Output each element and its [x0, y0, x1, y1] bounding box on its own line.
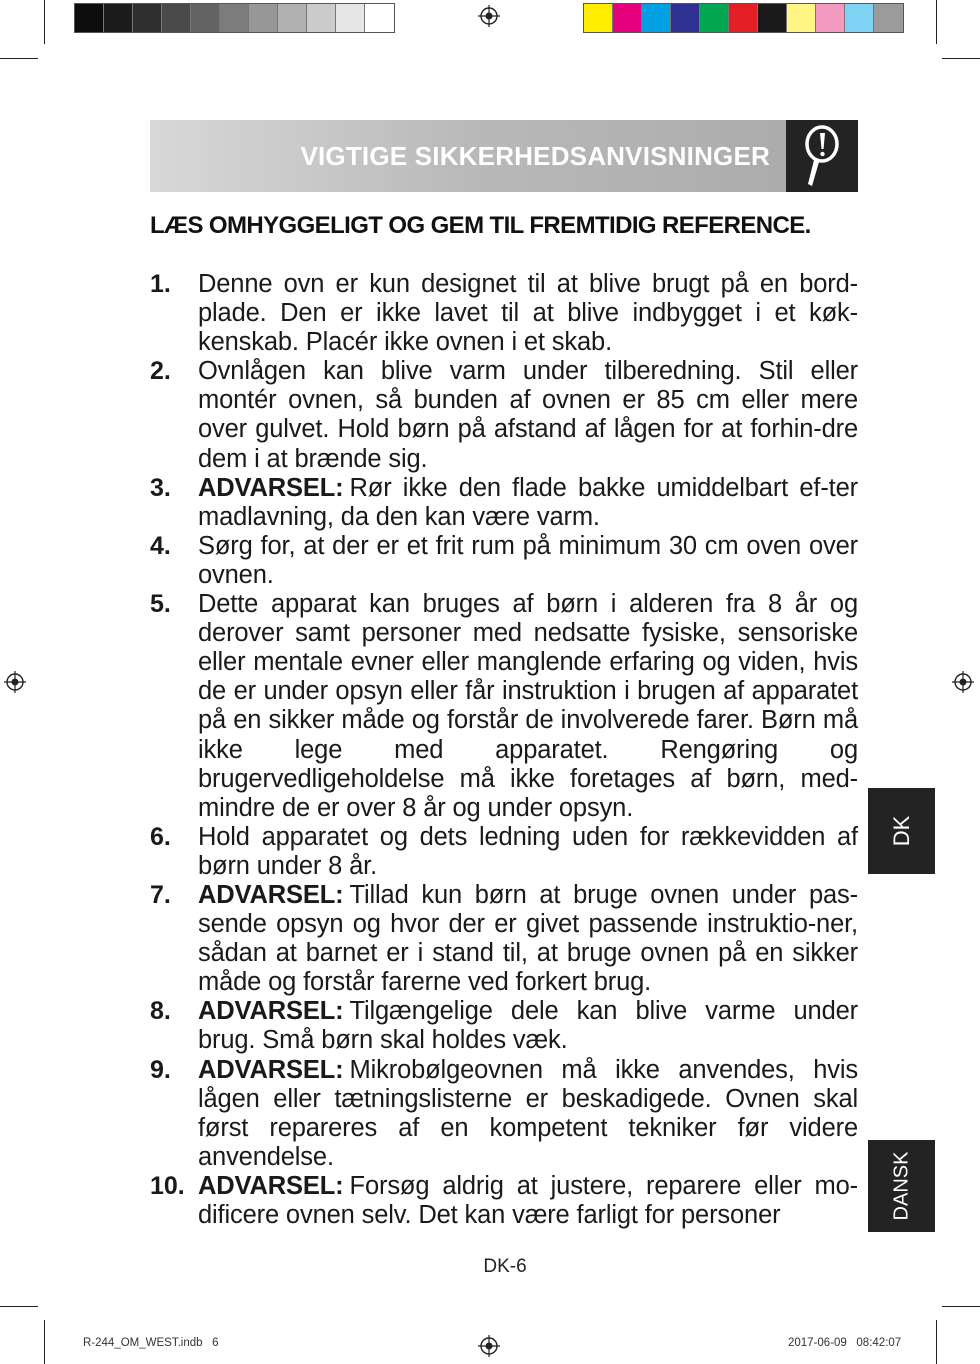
color-swatch	[845, 4, 874, 32]
item-text	[198, 357, 858, 473]
crop-mark	[942, 58, 980, 59]
list-item	[150, 997, 858, 1055]
color-swatch	[278, 4, 307, 32]
crop-mark	[0, 58, 38, 59]
warning-label: ADVARSEL:	[198, 1055, 344, 1084]
item-body: Tilgængelige dele kan blive varme under brug. Små børn skal holdes væk.	[198, 997, 858, 1055]
item-number: 4.	[150, 531, 171, 560]
registration-mark-top-icon	[478, 5, 500, 27]
item-text	[198, 532, 858, 590]
process-color-bar	[583, 3, 904, 33]
item-body: Rør ikke den flade bakke umiddelbart ef-ter madlavning, da den kan være varm.	[198, 473, 858, 531]
color-swatch	[191, 4, 220, 32]
list-item	[150, 1172, 858, 1230]
item-number: 3.	[150, 473, 171, 502]
color-swatch	[75, 4, 104, 32]
item-body: Forsøg aldrig at justere, reparere eller mo-dificere ovnen selv. Det kan være farligt for personer	[198, 1171, 858, 1229]
list-item	[150, 1056, 858, 1172]
item-body: Mikrobølgeovnen må ikke anvendes, hvis lågen eller tætningslisterne er beskadigede. Ovnen skal først repareres af en kompetent tekniker før videre anvendelse.	[198, 1055, 858, 1171]
grayscale-color-bar	[74, 3, 395, 33]
list-item	[150, 881, 858, 997]
item-number: 2.	[150, 357, 171, 386]
item-text	[198, 1056, 858, 1172]
color-swatch	[787, 4, 816, 32]
color-swatch	[249, 4, 278, 32]
color-swatch	[642, 4, 671, 32]
print-timestamp: 2017-06-09 08:42:07	[788, 1337, 902, 1349]
safety-instructions-list	[150, 270, 858, 1230]
warning-exclamation-icon	[800, 124, 844, 188]
item-number: 1.	[150, 270, 171, 298]
color-swatch	[816, 4, 845, 32]
color-swatch	[307, 4, 336, 32]
registration-mark-bottom-icon	[478, 1335, 500, 1357]
item-body: Tillad kun børn at bruge ovnen under pas-sende opsyn og hvor der er givet passende instruktio-ner, sådan at barnet er i stand til, at bruge ovnen på en sikker måde og forstår farerne ved forkert brug.	[198, 880, 858, 997]
language-name-tab	[868, 1140, 935, 1232]
item-text	[198, 270, 858, 357]
item-body: Ovnlågen kan blive varm under tilberedning. Stil eller montér ovnen, så bunden af ovnen er 85 cm eller mere over gulvet. Hold børn på afstand af lågen for at forhin-dre dem i at brænde sig.	[198, 357, 858, 473]
section-header-banner	[150, 120, 858, 192]
color-swatch	[671, 4, 700, 32]
color-swatch	[104, 4, 133, 32]
item-body: Dette apparat kan bruges af børn i alderen fra 8 år og derover samt personer med nedsatte fysiske, sensoriske eller mentale evner eller manglende erfaring og viden, hvis de er under opsyn eller får instruktion i brugen af apparatet på en sikker måde og forstår de involverede farer. Børn må ikke lege med apparatet. Rengøring og brugervedligeholdelse må ikke foretages af børn, med-mindre de er over 8 år og under opsyn.	[198, 590, 858, 822]
language-code-tab	[868, 788, 935, 874]
registration-mark-right-icon	[952, 671, 974, 693]
warning-label: ADVARSEL:	[198, 880, 344, 909]
item-text	[198, 1172, 858, 1230]
list-item	[150, 823, 858, 881]
crop-mark	[44, 1320, 45, 1364]
crop-mark	[936, 1320, 937, 1364]
item-text	[198, 823, 858, 881]
color-swatch	[133, 4, 162, 32]
color-swatch	[729, 4, 758, 32]
color-swatch	[874, 4, 903, 32]
color-swatch	[613, 4, 642, 32]
color-swatch	[365, 4, 394, 32]
item-text	[198, 881, 858, 997]
item-number: 5.	[150, 590, 171, 619]
item-body: Sørg for, at der er et frit rum på minimum 30 cm oven over ovnen.	[198, 531, 858, 589]
item-text	[198, 474, 858, 532]
item-number: 8.	[150, 997, 171, 1026]
item-text	[198, 997, 858, 1055]
color-swatch	[758, 4, 787, 32]
crop-mark	[44, 0, 45, 44]
crop-mark	[936, 0, 937, 44]
item-body: Hold apparatet og dets ledning uden for rækkevidden af børn under 8 år.	[198, 822, 858, 880]
list-item	[150, 270, 858, 357]
color-swatch	[336, 4, 365, 32]
color-swatch	[584, 4, 613, 32]
item-number: 9.	[150, 1055, 171, 1084]
item-body: Denne ovn er kun designet til at blive brugt på en bord-plade. Den er ikke lavet til at blive indbygget i et køk-kenskab. Placér ikke ovnen i et skab.	[198, 270, 858, 357]
language-code-label: DK	[888, 815, 914, 847]
list-item	[150, 532, 858, 590]
list-item	[150, 590, 858, 823]
color-swatch	[220, 4, 249, 32]
section-title: VIGTIGE SIKKERHEDSANVISNINGER	[300, 141, 770, 171]
registration-mark-left-icon	[4, 671, 26, 693]
subtitle: LÆS OMHYGGELIGT OG GEM TIL FREMTIDIG REFERENCE.	[150, 212, 811, 239]
crop-mark	[0, 1306, 38, 1307]
file-slug: R-244_OM_WEST.indb 6	[83, 1337, 219, 1349]
warning-label: ADVARSEL:	[198, 473, 344, 502]
item-number: 10.	[150, 1171, 185, 1200]
color-swatch	[700, 4, 729, 32]
language-name-label: DANSK	[890, 1151, 912, 1221]
crop-mark	[942, 1306, 980, 1307]
warning-label: ADVARSEL:	[198, 1171, 344, 1200]
item-number: 7.	[150, 880, 171, 909]
warning-label: ADVARSEL:	[198, 997, 344, 1026]
page-number: DK-6	[483, 1256, 527, 1277]
item-text	[198, 590, 858, 823]
item-number: 6.	[150, 822, 171, 851]
list-item	[150, 474, 858, 532]
warning-icon-box	[786, 120, 858, 192]
list-item	[150, 357, 858, 473]
color-swatch	[162, 4, 191, 32]
